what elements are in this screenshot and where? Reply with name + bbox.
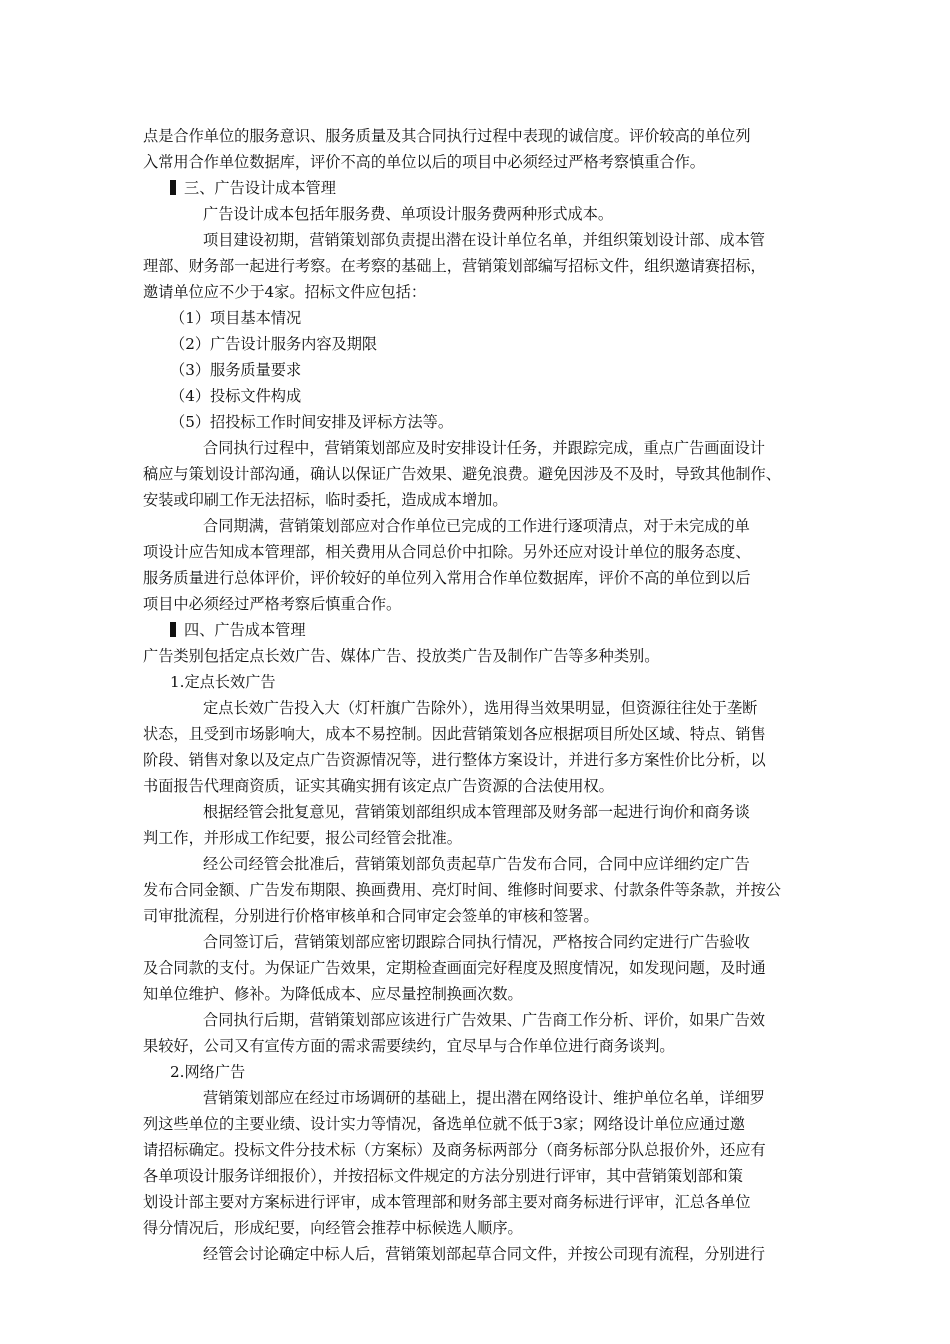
list-item: （5）招投标工作时间安排及评标方法等。: [170, 413, 454, 431]
text-line: 安装或印刷工作无法招标，临时委托，造成成本增加。: [143, 491, 508, 509]
text-line: 划设计部主要对方案标进行评审，成本管理部和财务部主要对商务标进行评审，汇总各单位: [143, 1193, 751, 1211]
text-line: 营销策划部应在经过市场调研的基础上，提出潜在网络设计、维护单位名单，详细罗: [203, 1089, 765, 1107]
text-line: 知单位维护、修补。为降低成本、应尽量控制换画次数。: [143, 985, 523, 1003]
text-line: 稿应与策划设计部沟通，确认以保证广告效果、避免浪费。避免因涉及不及时，导致其他制作、: [143, 465, 781, 483]
text-line: 服务质量进行总体评价，评价较好的单位列入常用合作单位数据库，评价不高的单位到以后: [143, 569, 751, 587]
text-line: 发布合同金额、广告发布期限、换画费用、亮灯时间、维修时间要求、付款条件等条款，并按公: [143, 881, 781, 899]
text-line: 项目中必须经过严格考察后慎重合作。: [143, 595, 402, 613]
text-line: 项目建设初期，营销策划部负责提出潜在设计单位名单，并组织策划设计部、成本管: [203, 231, 765, 249]
text-line: 定点长效广告投入大（灯杆旗广告除外），选用得当效果明显，但资源往往处于垄断: [203, 699, 758, 717]
text-line: 合同签订后，营销策划部应密切跟踪合同执行情况，严格按合同约定进行广告验收: [203, 933, 750, 951]
text-line: 点是合作单位的服务意识、服务质量及其合同执行过程中表现的诚信度。评价较高的单位列: [143, 127, 751, 145]
text-line: 合同执行过程中，营销策划部应及时安排设计任务，并跟踪完成，重点广告画面设计: [203, 439, 765, 457]
section-heading: 四、广告成本管理: [170, 618, 306, 642]
subsection-heading: 2.网络广告: [170, 1063, 246, 1081]
text-line: 邀请单位应不少于4家。招标文件应包括：: [143, 283, 427, 301]
text-line: 经公司经管会批准后，营销策划部负责起草广告发布合同，合同中应详细约定广告: [203, 855, 750, 873]
text-line: 果较好，公司又有宣传方面的需求需要续约，宜尽早与合作单位进行商务谈判。: [143, 1037, 675, 1055]
text-line: 理部、财务部一起进行考察。在考察的基础上，营销策划部编写招标文件，组织邀请赛招标，: [143, 257, 766, 275]
bullet-square-icon: [170, 180, 176, 195]
subsection-heading: 1.定点长效广告: [170, 673, 276, 691]
text-line: 状态，且受到市场影响大，成本不易控制。因此营销策划各应根据项目所处区域、特点、销售: [143, 725, 766, 743]
text-line: 广告设计成本包括年服务费、单项设计服务费两种形式成本。: [203, 205, 614, 223]
text-line: 合同期满，营销策划部应对合作单位已完成的工作进行逐项清点，对于未完成的单: [203, 517, 750, 535]
list-item: （1）项目基本情况: [170, 309, 302, 327]
text-line: 各单项设计服务详细报价），并按招标文件规定的方法分别进行评审，其中营销策划部和策: [143, 1167, 743, 1185]
text-line: 列这些单位的主要业绩、设计实力等情况，备选单位就不低于3家；网络设计单位应通过邀: [143, 1115, 745, 1133]
text-line: 司审批流程，分别进行价格审核单和合同审定会签单的审核和签署。: [143, 907, 599, 925]
text-line: 得分情况后，形成纪要，向经管会推荐中标候选人顺序。: [143, 1219, 523, 1237]
text-line: 根据经管会批复意见，营销策划部组织成本管理部及财务部一起进行询价和商务谈: [203, 803, 750, 821]
text-line: 判工作，并形成工作纪要，报公司经管会批准。: [143, 829, 462, 847]
list-item: （4）投标文件构成: [170, 387, 302, 405]
text-line: 阶段、销售对象以及定点广告资源情况等，进行整体方案设计，并进行多方案性价比分析，以: [143, 751, 766, 769]
text-line: 书面报告代理商资质，证实其确实拥有该定点广告资源的合法使用权。: [143, 777, 614, 795]
list-item: （3）服务质量要求: [170, 361, 302, 379]
text-line: 经管会讨论确定中标人后，营销策划部起草合同文件，并按公司现有流程，分别进行: [203, 1245, 765, 1263]
list-item: （2）广告设计服务内容及期限: [170, 335, 378, 353]
text-line: 请招标确定。投标文件分技术标（方案标）及商务标两部分（商务标部分队总报价外，还应有: [143, 1141, 766, 1159]
text-line: 广告类别包括定点长效广告、媒体广告、投放类广告及制作广告等多种类别。: [143, 647, 660, 665]
text-line: 入常用合作单位数据库，评价不高的单位以后的项目中必须经过严格考察慎重合作。: [143, 153, 705, 171]
bullet-square-icon: [170, 622, 176, 637]
text-line: 合同执行后期，营销策划部应该进行广告效果、广告商工作分析、评价，如果广告效: [203, 1011, 765, 1029]
text-line: 项设计应告知成本管理部，相关费用从合同总价中扣除。另外还应对设计单位的服务态度、: [143, 543, 751, 561]
text-line: 及合同款的支付。为保证广告效果，定期检查画面完好程度及照度情况，如发现问题，及时通: [143, 959, 766, 977]
section-heading: 三、广告设计成本管理: [170, 176, 336, 200]
